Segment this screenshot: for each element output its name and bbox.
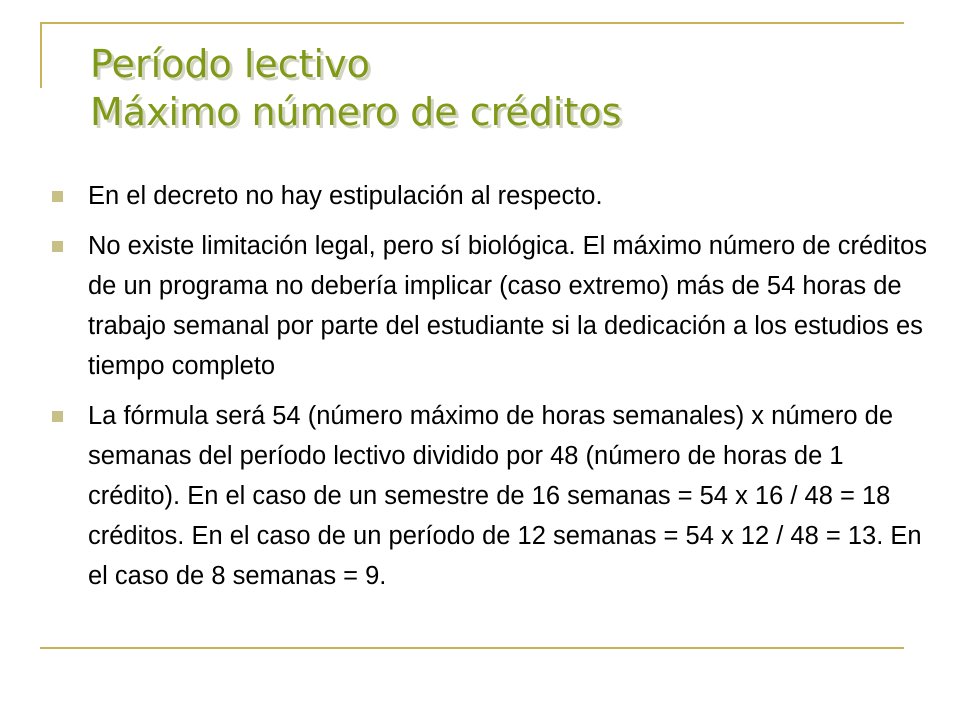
bullet-text: No existe limitación legal, pero sí biológica. El máximo número de créditos de un programa no debería implicar (caso extremo) más de 54 horas de trabajo semanal por parte del estudiante si la dedicación a los estudios es tiempo completo xyxy=(88,232,928,380)
bullet-item xyxy=(52,176,932,216)
bullet-text: En el decreto no hay estipulación al respecto. xyxy=(88,182,603,210)
slide-title-line-1: Período lectivo xyxy=(90,42,370,86)
bullet-item xyxy=(52,396,932,596)
top-divider xyxy=(40,22,904,24)
bullet-item xyxy=(52,226,932,386)
bullet-list xyxy=(52,176,932,606)
bullet-text: La fórmula será 54 (número máximo de horas semanales) x número de semanas del período lectivo dividido por 48 (número de horas de 1 crédito). En el caso de un semestre de 16 semanas = 54 x 16 / 48 = 18 créditos. En el caso de un período de 12 semanas = 54 x 12 / 48 = 13. En el caso de 8 semanas = 9. xyxy=(88,402,922,590)
square-bullet-icon xyxy=(52,241,63,252)
slide-title-line-2: Máximo número de créditos xyxy=(90,90,622,134)
square-bullet-icon xyxy=(52,191,63,202)
bottom-divider xyxy=(40,647,904,649)
left-divider xyxy=(40,22,42,88)
slide-title xyxy=(90,40,910,136)
square-bullet-icon xyxy=(52,411,63,422)
